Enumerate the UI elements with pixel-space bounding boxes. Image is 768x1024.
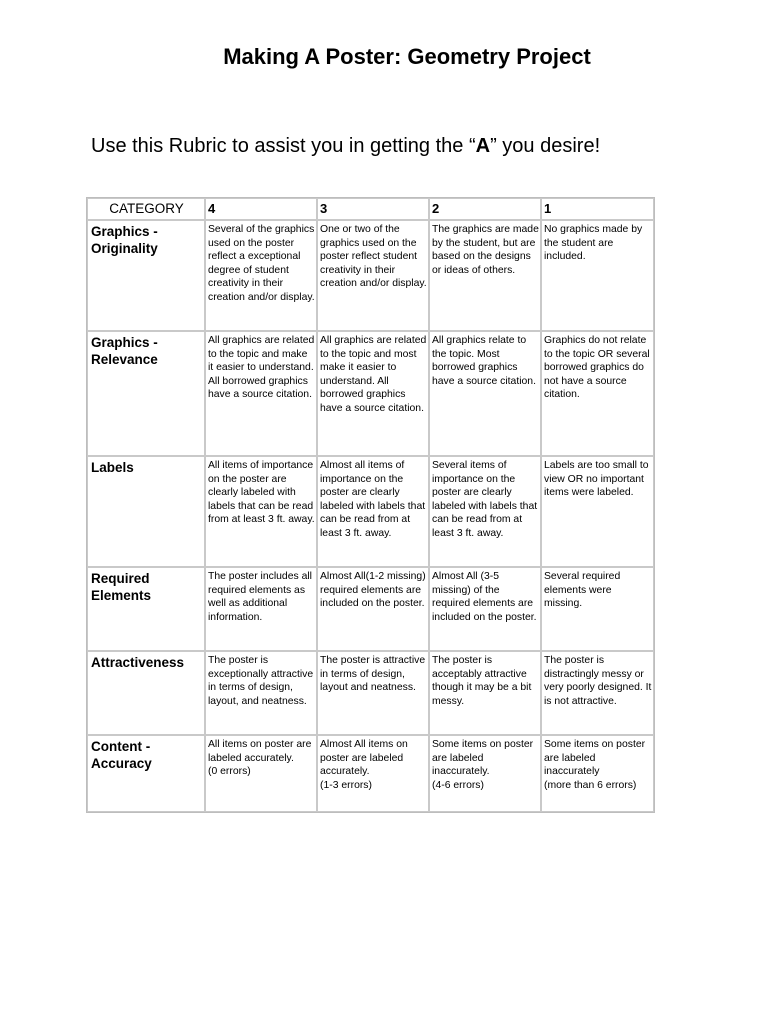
header-category: CATEGORY bbox=[87, 198, 205, 220]
criteria-cell-score-4: The poster includes all required elements as well as additional information. bbox=[205, 567, 317, 651]
criteria-cell-score-2: Some items on poster are labeled inaccurately. (4-6 errors) bbox=[429, 735, 541, 812]
criteria-cell-score-4: All items on poster are labeled accurately. (0 errors) bbox=[205, 735, 317, 812]
rubric-row-content-accuracy bbox=[87, 735, 654, 812]
criteria-cell-score-2: The poster is acceptably attractive though it may be a bit messy. bbox=[429, 651, 541, 735]
criteria-cell-score-1: Some items on poster are labeled inaccurately (more than 6 errors) bbox=[541, 735, 654, 812]
rubric-row-labels bbox=[87, 456, 654, 567]
rubric-header-row bbox=[87, 198, 654, 220]
criteria-cell-score-1: Several required elements were missing. bbox=[541, 567, 654, 651]
header-score-3: 3 bbox=[317, 198, 429, 220]
criteria-cell-score-3: Almost all items of importance on the poster are clearly labeled with labels that can be read from at least 3 ft. away. bbox=[317, 456, 429, 567]
criteria-cell-score-3: One or two of the graphics used on the poster reflect student creativity in their creation and/or display. bbox=[317, 220, 429, 331]
criteria-cell-score-4: The poster is exceptionally attractive in terms of design, layout, and neatness. bbox=[205, 651, 317, 735]
criteria-cell-score-1: Labels are too small to view OR no important items were labeled. bbox=[541, 456, 654, 567]
rubric-row-graphics-originality bbox=[87, 220, 654, 331]
intro-text bbox=[91, 135, 600, 158]
category-label: Graphics - Relevance bbox=[87, 331, 205, 456]
criteria-cell-score-2: The graphics are made by the student, but are based on the designs or ideas of others. bbox=[429, 220, 541, 331]
criteria-cell-score-4: All items of importance on the poster are clearly labeled with labels that can be read from at least 3 ft. away. bbox=[205, 456, 317, 567]
criteria-cell-score-2: Almost All (3-5 missing) of the required elements are included on the poster. bbox=[429, 567, 541, 651]
rubric-row-attractiveness bbox=[87, 651, 654, 735]
criteria-cell-score-2: Several items of importance on the poster are clearly labeled with labels that can be read from at least 3 ft. away. bbox=[429, 456, 541, 567]
rubric-table bbox=[86, 197, 655, 813]
criteria-cell-score-3: The poster is attractive in terms of design, layout and neatness. bbox=[317, 651, 429, 735]
header-score-4: 4 bbox=[205, 198, 317, 220]
intro-after: ” you desire! bbox=[490, 135, 601, 157]
category-label: Graphics - Originality bbox=[87, 220, 205, 331]
rubric-row-required-elements bbox=[87, 567, 654, 651]
header-score-2: 2 bbox=[429, 198, 541, 220]
criteria-cell-score-4: Several of the graphics used on the poster reflect a exceptional degree of student creativity in their creation and/or display. bbox=[205, 220, 317, 331]
category-label: Content - Accuracy bbox=[87, 735, 205, 812]
criteria-cell-score-1: The poster is distractingly messy or very poorly designed. It is not attractive. bbox=[541, 651, 654, 735]
intro-grade: A bbox=[475, 135, 491, 157]
intro-before: Use this Rubric to assist you in getting the “ bbox=[91, 135, 476, 157]
criteria-cell-score-3: All graphics are related to the topic and most make it easier to understand. All borrowed graphics have a source citation. bbox=[317, 331, 429, 456]
criteria-cell-score-2: All graphics relate to the topic. Most borrowed graphics have a source citation. bbox=[429, 331, 541, 456]
header-score-1: 1 bbox=[541, 198, 654, 220]
category-label: Required Elements bbox=[87, 567, 205, 651]
criteria-cell-score-1: Graphics do not relate to the topic OR several borrowed graphics do not have a source citation. bbox=[541, 331, 654, 456]
category-label: Attractiveness bbox=[87, 651, 205, 735]
criteria-cell-score-4: All graphics are related to the topic and make it easier to understand. All borrowed graphics have a source citation. bbox=[205, 331, 317, 456]
page-title: Making A Poster: Geometry Project bbox=[223, 44, 591, 69]
category-label: Labels bbox=[87, 456, 205, 567]
criteria-cell-score-3: Almost All(1-2 missing) required elements are included on the poster. bbox=[317, 567, 429, 651]
criteria-cell-score-3: Almost All items on poster are labeled accurately. (1-3 errors) bbox=[317, 735, 429, 812]
rubric-row-graphics-relevance bbox=[87, 331, 654, 456]
criteria-cell-score-1: No graphics made by the student are included. bbox=[541, 220, 654, 331]
